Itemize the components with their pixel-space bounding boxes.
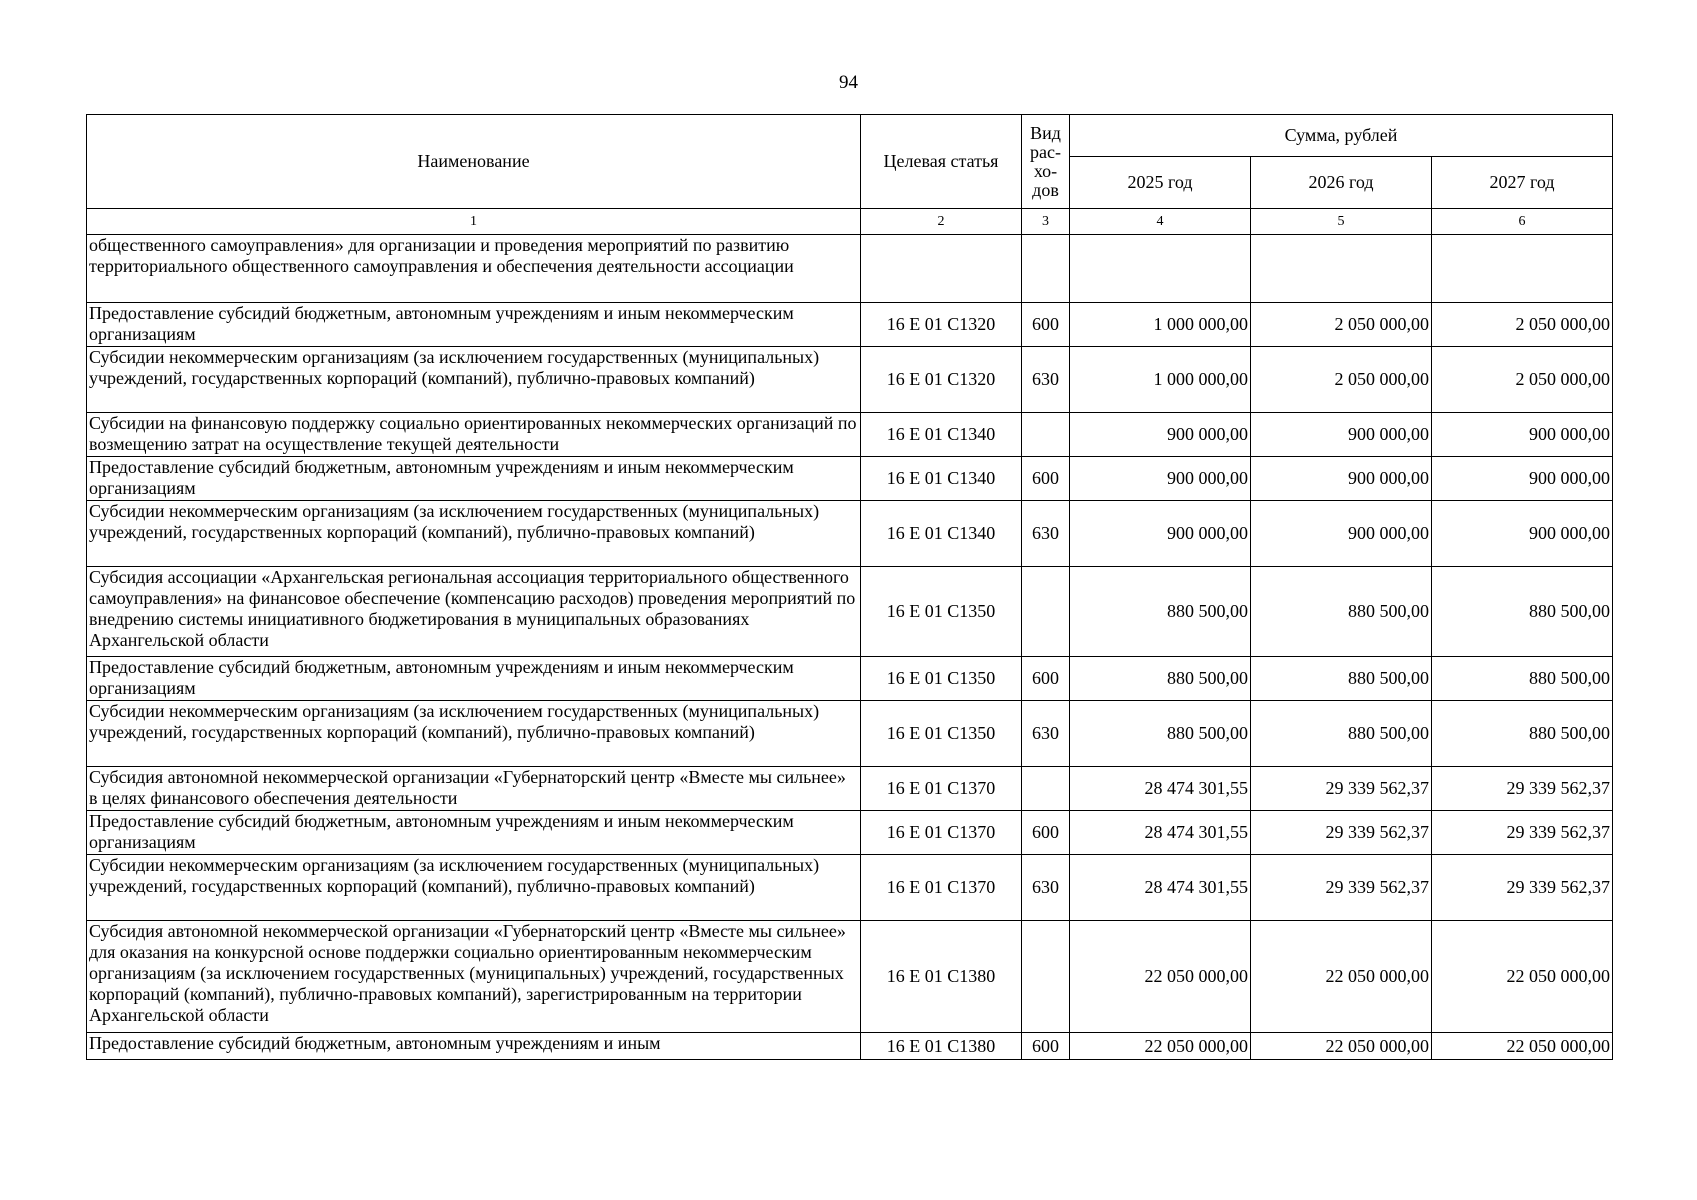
row-name: Предоставление субсидий бюджетным, автономным учреждениям и иным <box>87 1033 861 1060</box>
row-amount-2027: 900 000,00 <box>1432 457 1613 501</box>
row-name: Субсидии некоммерческим организациям (за исключением государственных (муниципальных) учреждений, государственных корпораций (компаний), публично-правовых компаний) <box>87 701 861 767</box>
column-number-row <box>87 209 1613 235</box>
row-target-article <box>861 235 1022 303</box>
row-amount-2027: 22 050 000,00 <box>1432 1033 1613 1060</box>
row-amount-2026: 29 339 562,37 <box>1251 811 1432 855</box>
column-number: 2 <box>861 209 1022 235</box>
row-expense-type: 630 <box>1022 701 1070 767</box>
row-amount-2025: 900 000,00 <box>1070 501 1251 567</box>
header-target-article: Целевая статья <box>861 115 1022 209</box>
row-amount-2025: 880 500,00 <box>1070 657 1251 701</box>
row-amount-2026: 880 500,00 <box>1251 701 1432 767</box>
row-expense-type <box>1022 567 1070 657</box>
row-expense-type <box>1022 921 1070 1033</box>
row-name: Субсидия автономной некоммерческой организации «Губернаторский центр «Вместе мы сильнее» для оказания на конкурсной основе поддержки социально ориентированным некоммерческим организациям (за исключением государственных (муниципальных) учреждений, государственных корпораций (компаний), публично-правовых компаний), зарегистрированным на территории Архангельской области <box>87 921 861 1033</box>
row-expense-type: 630 <box>1022 855 1070 921</box>
header-year-2027: 2027 год <box>1432 157 1613 209</box>
row-amount-2026: 900 000,00 <box>1251 501 1432 567</box>
column-number: 3 <box>1022 209 1070 235</box>
row-name: Субсидии некоммерческим организациям (за исключением государственных (муниципальных) учреждений, государственных корпораций (компаний), публично-правовых компаний) <box>87 501 861 567</box>
row-target-article: 16 Е 01 С1320 <box>861 303 1022 347</box>
row-name: Предоставление субсидий бюджетным, автономным учреждениям и иным некоммерческим организациям <box>87 457 861 501</box>
row-name: общественного самоуправления» для организации и проведения мероприятий по развитию территориального общественного самоуправления и обеспечения деятельности ассоциации <box>87 235 861 303</box>
table-row <box>87 303 1613 347</box>
row-name: Предоставление субсидий бюджетным, автономным учреждениям и иным некоммерческим организациям <box>87 657 861 701</box>
row-amount-2027: 29 339 562,37 <box>1432 767 1613 811</box>
table-row <box>87 657 1613 701</box>
row-amount-2025: 28 474 301,55 <box>1070 767 1251 811</box>
row-expense-type <box>1022 235 1070 303</box>
row-amount-2026: 900 000,00 <box>1251 457 1432 501</box>
row-amount-2026 <box>1251 235 1432 303</box>
row-expense-type: 600 <box>1022 303 1070 347</box>
budget-table <box>86 114 1613 1060</box>
row-amount-2025: 1 000 000,00 <box>1070 347 1251 413</box>
row-expense-type: 600 <box>1022 1033 1070 1060</box>
row-expense-type: 630 <box>1022 347 1070 413</box>
header-year-2025: 2025 год <box>1070 157 1251 209</box>
row-target-article: 16 Е 01 С1350 <box>861 701 1022 767</box>
row-amount-2027: 29 339 562,37 <box>1432 811 1613 855</box>
row-amount-2026: 22 050 000,00 <box>1251 1033 1432 1060</box>
header-name: Наименование <box>87 115 861 209</box>
row-target-article: 16 Е 01 С1340 <box>861 457 1022 501</box>
row-name: Субсидии некоммерческим организациям (за исключением государственных (муниципальных) учреждений, государственных корпораций (компаний), публично-правовых компаний) <box>87 855 861 921</box>
header-expense-type: Вид рас-хо-дов <box>1022 115 1070 209</box>
row-name: Субсидия ассоциации «Архангельская региональная ассоциация территориального общественного самоуправления» на финансовое обеспечение (компенсацию расходов) проведения мероприятий по внедрению системы инициативного бюджетирования в муниципальных образованиях Архангельской области <box>87 567 861 657</box>
row-amount-2025: 880 500,00 <box>1070 567 1251 657</box>
row-amount-2025 <box>1070 235 1251 303</box>
row-target-article: 16 Е 01 С1370 <box>861 855 1022 921</box>
row-amount-2025: 880 500,00 <box>1070 701 1251 767</box>
row-amount-2025: 900 000,00 <box>1070 413 1251 457</box>
row-amount-2027: 880 500,00 <box>1432 567 1613 657</box>
table-row <box>87 921 1613 1033</box>
row-target-article: 16 Е 01 С1370 <box>861 811 1022 855</box>
row-amount-2025: 1 000 000,00 <box>1070 303 1251 347</box>
row-amount-2027: 29 339 562,37 <box>1432 855 1613 921</box>
row-expense-type: 630 <box>1022 501 1070 567</box>
row-amount-2026: 22 050 000,00 <box>1251 921 1432 1033</box>
header-year-2026: 2026 год <box>1251 157 1432 209</box>
row-amount-2026: 880 500,00 <box>1251 657 1432 701</box>
table-row <box>87 235 1613 303</box>
row-name: Субсидия автономной некоммерческой организации «Губернаторский центр «Вместе мы сильнее» в целях финансового обеспечения деятельности <box>87 767 861 811</box>
row-expense-type <box>1022 413 1070 457</box>
table-row <box>87 811 1613 855</box>
column-number: 6 <box>1432 209 1613 235</box>
row-name: Субсидии некоммерческим организациям (за исключением государственных (муниципальных) учреждений, государственных корпораций (компаний), публично-правовых компаний) <box>87 347 861 413</box>
row-amount-2025: 28 474 301,55 <box>1070 811 1251 855</box>
row-target-article: 16 Е 01 С1350 <box>861 567 1022 657</box>
row-amount-2027 <box>1432 235 1613 303</box>
row-amount-2027: 880 500,00 <box>1432 701 1613 767</box>
row-expense-type: 600 <box>1022 457 1070 501</box>
table-row <box>87 1033 1613 1060</box>
table-row <box>87 567 1613 657</box>
table-row <box>87 855 1613 921</box>
row-amount-2027: 900 000,00 <box>1432 501 1613 567</box>
table-row <box>87 701 1613 767</box>
header-sum: Сумма, рублей <box>1070 115 1613 157</box>
row-target-article: 16 Е 01 С1320 <box>861 347 1022 413</box>
row-expense-type <box>1022 767 1070 811</box>
table-row <box>87 501 1613 567</box>
column-number: 1 <box>87 209 861 235</box>
row-name: Предоставление субсидий бюджетным, автономным учреждениям и иным некоммерческим организациям <box>87 811 861 855</box>
column-number: 4 <box>1070 209 1251 235</box>
row-amount-2026: 2 050 000,00 <box>1251 303 1432 347</box>
row-amount-2026: 900 000,00 <box>1251 413 1432 457</box>
row-target-article: 16 Е 01 С1340 <box>861 413 1022 457</box>
row-expense-type: 600 <box>1022 811 1070 855</box>
row-amount-2027: 22 050 000,00 <box>1432 921 1613 1033</box>
row-target-article: 16 Е 01 С1380 <box>861 921 1022 1033</box>
row-amount-2025: 22 050 000,00 <box>1070 921 1251 1033</box>
table-row <box>87 457 1613 501</box>
row-name: Предоставление субсидий бюджетным, автономным учреждениям и иным некоммерческим организациям <box>87 303 861 347</box>
row-amount-2027: 900 000,00 <box>1432 413 1613 457</box>
row-amount-2027: 2 050 000,00 <box>1432 303 1613 347</box>
row-amount-2026: 29 339 562,37 <box>1251 767 1432 811</box>
table-body <box>87 235 1613 1060</box>
table-row <box>87 413 1613 457</box>
table-row <box>87 347 1613 413</box>
row-target-article: 16 Е 01 С1380 <box>861 1033 1022 1060</box>
row-amount-2025: 28 474 301,55 <box>1070 855 1251 921</box>
row-amount-2025: 22 050 000,00 <box>1070 1033 1251 1060</box>
row-target-article: 16 Е 01 С1370 <box>861 767 1022 811</box>
row-target-article: 16 Е 01 С1340 <box>861 501 1022 567</box>
row-amount-2026: 880 500,00 <box>1251 567 1432 657</box>
row-name: Субсидии на финансовую поддержку социально ориентированных некоммерческих организаций по возмещению затрат на осуществление текущей деятельности <box>87 413 861 457</box>
table-row <box>87 767 1613 811</box>
header-row <box>87 115 1613 157</box>
row-amount-2027: 880 500,00 <box>1432 657 1613 701</box>
page-number: 94 <box>839 72 858 93</box>
row-amount-2027: 2 050 000,00 <box>1432 347 1613 413</box>
row-expense-type: 600 <box>1022 657 1070 701</box>
row-amount-2026: 2 050 000,00 <box>1251 347 1432 413</box>
row-amount-2025: 900 000,00 <box>1070 457 1251 501</box>
row-target-article: 16 Е 01 С1350 <box>861 657 1022 701</box>
row-amount-2026: 29 339 562,37 <box>1251 855 1432 921</box>
column-number: 5 <box>1251 209 1432 235</box>
